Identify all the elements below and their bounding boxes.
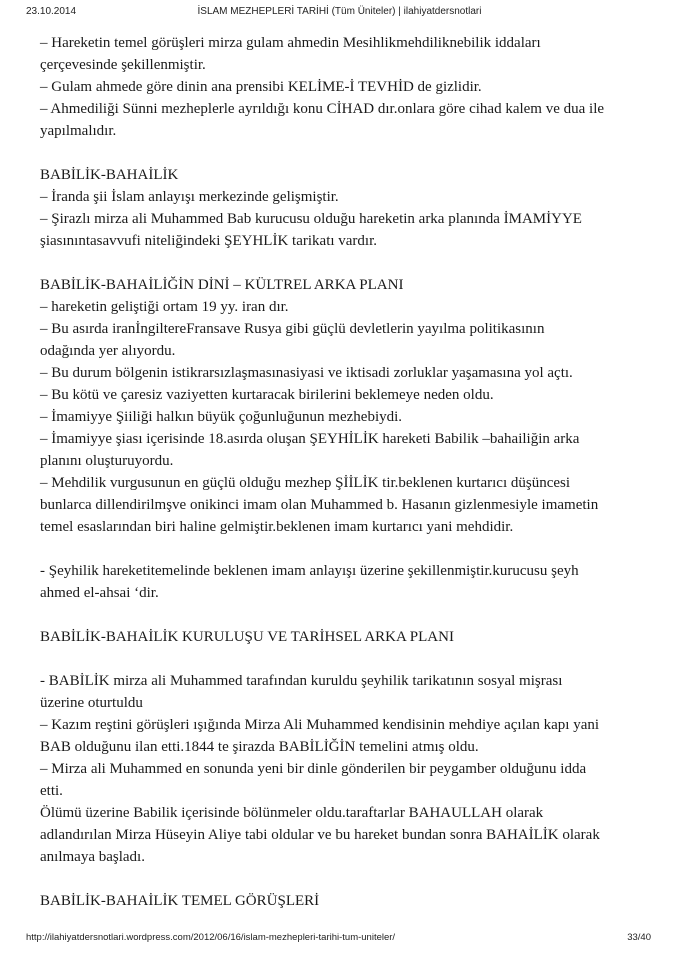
paragraph-spacer — [40, 142, 650, 164]
text-line: – Hareketin temel görüşleri mirza gulam ahmedin Mesihlikmehdiliknebilik iddaları — [40, 35, 541, 51]
text-line: çerçevesinde şekillenmiştir. — [40, 57, 206, 73]
text-line: etti. — [40, 783, 63, 799]
header-title: İSLAM MEZHEPLERİ TARİHİ (Tüm Üniteler) | ilahiyatdersnotlari — [197, 6, 482, 17]
text-line: BAB olduğunu ilan etti.1844 te şirazda BABİLİĞİN temelini atmış oldu. — [40, 739, 479, 755]
text-line: – Bu kötü ve çaresiz vaziyetten kurtaracak birilerini beklemeye neden oldu. — [40, 387, 494, 403]
text-line: – Mehdilik vurgusunun en güçlü olduğu mezhep ŞİİLİK tir.beklenen kurtarıcı düşüncesi — [40, 475, 571, 491]
text-line: Ölümü üzerine Babilik içerisinde bölünmeler oldu.taraftarlar BAHAULLAH olarak — [40, 805, 544, 821]
text-line: – İmamiyye şiası içerisinde 18.asırda oluşan ŞEYHİLİK hareketi Babilik –bahailiğin arka — [40, 431, 580, 447]
text-line: – Gulam ahmede göre dinin ana prensibi KELİME-İ TEVHİD de gizlidir. — [40, 79, 482, 95]
paragraph-spacer — [40, 604, 650, 626]
document-body — [40, 32, 650, 912]
paragraph-spacer — [40, 252, 650, 274]
text-line: BABİLİK-BAHAİLİK KURULUŞU VE TARİHSEL ARKA PLANI — [40, 629, 454, 645]
text-line: – İmamiyye Şiiliği halkın büyük çoğunluğunun mezhebiydi. — [40, 409, 403, 425]
text-line: – Şirazlı mirza ali Muhammed Bab kurucusu olduğu hareketin arka planında İMAMİYYE — [40, 211, 582, 227]
paragraph-spacer — [40, 538, 650, 560]
text-line: BABİLİK-BAHAİLİK TEMEL GÖRÜŞLERİ — [40, 893, 320, 909]
text-line: – Ahmediliği Sünni mezheplerle ayrıldığı konu CİHAD dır.onlara göre cihad kalem ve dua ile — [40, 101, 605, 117]
text-line: şiasınıntasavvufi niteliğindeki ŞEYHLİK tarikatı vardır. — [40, 233, 378, 249]
text-line: anılmaya başladı. — [40, 849, 145, 865]
page-footer — [0, 932, 679, 948]
text-line: - Şeyhilik hareketitemelinde beklenen imam anlayışı üzerine şekillenmiştir.kurucusu şeyh — [40, 563, 579, 579]
footer-url[interactable]: http://ilahiyatdersnotlari.wordpress.com/2012/06/16/islam-mezhepleri-tarihi-tum-uniteler/ — [26, 932, 396, 943]
paragraph-spacer — [40, 648, 650, 670]
text-line: üzerine oturtuldu — [40, 695, 143, 711]
text-line: - BABİLİK mirza ali Muhammed tarafından kuruldu şeyhilik tarikatının sosyal mişrası — [40, 673, 563, 689]
text-line: yapılmalıdır. — [40, 123, 117, 139]
text-line: – Mirza ali Muhammed en sonunda yeni bir dinle gönderilen bir peygamber olduğunu idda — [40, 761, 587, 777]
text-line: – hareketin geliştiği ortam 19 yy. iran dır. — [40, 299, 289, 315]
paragraph-spacer — [40, 868, 650, 890]
text-line: – Bu asırda iranİngiltereFransave Rusya gibi güçlü devletlerin yayılma politikasının — [40, 321, 545, 337]
page-number: 33/40 — [627, 932, 651, 943]
text-line: bunlarca dillendirilmşve onikinci imam olan Muhammed b. Hasanın gizlenmesiyle imametin — [40, 497, 599, 513]
text-line: planını oluşturuyordu. — [40, 453, 174, 469]
text-line: – İranda şii İslam anlayışı merkezinde gelişmiştir. — [40, 189, 339, 205]
text-line: odağında yer alıyordu. — [40, 343, 176, 359]
text-line: adlandırılan Mirza Hüseyin Aliye tabi oldular ve bu hareket bundan sonra BAHAİLİK olarak — [40, 827, 600, 843]
page-header — [0, 6, 679, 22]
text-line: BABİLİK-BAHAİLİĞİN DİNİ – KÜLTREL ARKA PLANI — [40, 277, 404, 293]
text-line: – Kazım reştini görüşleri ışığında Mirza Ali Muhammed kendisinin mehdiye açılan kapı yani — [40, 717, 600, 733]
text-line: – Bu durum bölgenin istikrarsızlaşmasınasiyasi ve iktisadi zorluklar yaşamasına yol açtı. — [40, 365, 573, 381]
text-line: ahmed el-ahsai ‘dir. — [40, 585, 159, 601]
text-line: temel esaslarından biri haline gelmiştir.beklenen imam kurtarıcı yani mehdidir. — [40, 519, 514, 535]
header-date: 23.10.2014 — [26, 6, 77, 17]
text-line: BABİLİK-BAHAİLİK — [40, 167, 179, 183]
